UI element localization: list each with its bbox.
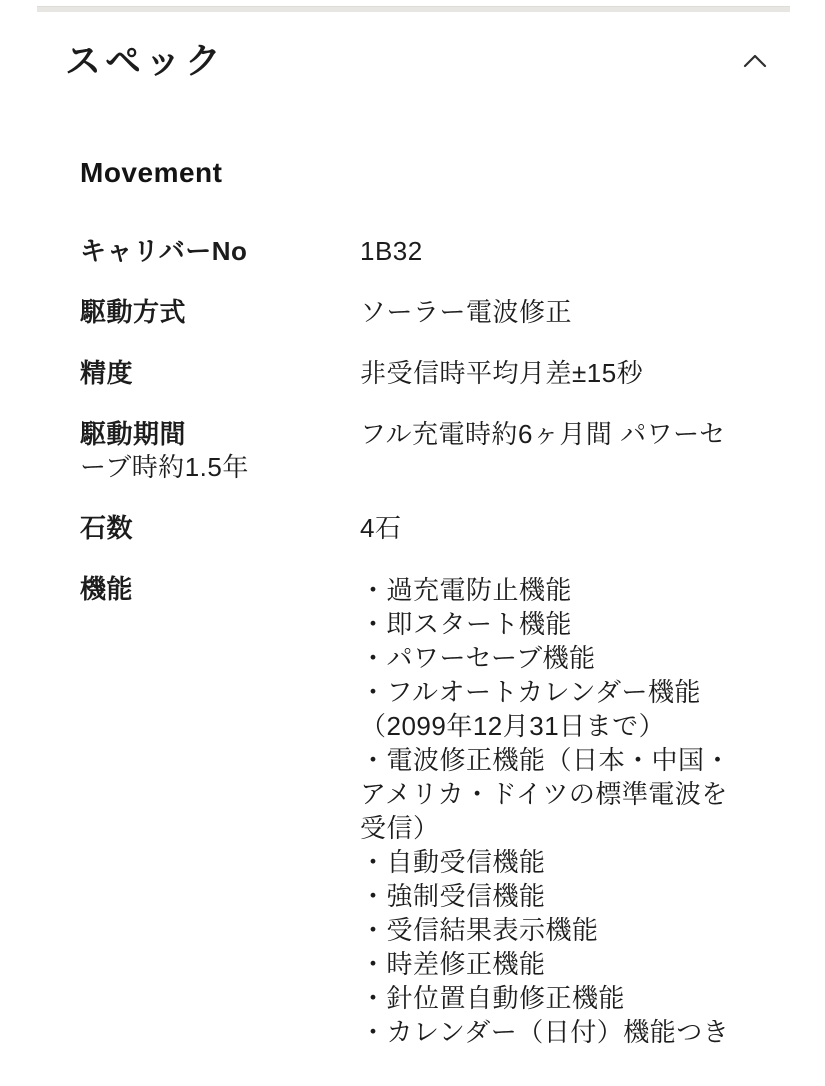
- spec-value: ソーラー電波修正: [360, 297, 573, 327]
- spec-label: 機能: [80, 574, 134, 604]
- feature-item: ・電波修正機能（日本・中国・アメリカ・ドイツの標準電波を受信）: [360, 745, 732, 843]
- feature-item: ・過充電防止機能: [360, 575, 573, 605]
- chevron-up-icon[interactable]: [742, 52, 768, 70]
- feature-item: ・パワーセーブ機能: [360, 643, 596, 673]
- spec-label: 精度: [80, 358, 134, 388]
- section-title: スペック: [65, 40, 226, 81]
- spec-row-jewels: [80, 512, 745, 545]
- spec-accordion-header[interactable]: [65, 39, 768, 83]
- spec-label: 駆動期間: [80, 419, 187, 449]
- spec-value: 非受信時平均月差±15秒: [360, 358, 644, 388]
- feature-item: ・時差修正機能: [360, 949, 546, 979]
- feature-item: ・即スタート機能: [360, 609, 573, 639]
- section-top-divider: [37, 6, 790, 12]
- feature-list: [360, 573, 745, 1049]
- spec-value: 4石: [360, 513, 402, 543]
- spec-row-drive-method: [80, 296, 745, 329]
- spec-row-functions: [80, 573, 745, 1049]
- feature-item: ・自動受信機能: [360, 847, 546, 877]
- spec-label: 駆動方式: [80, 297, 187, 327]
- spec-value: 1B32: [360, 236, 423, 266]
- spec-label: 石数: [80, 513, 134, 543]
- movement-heading: Movement: [80, 157, 223, 188]
- spec-table: [80, 235, 745, 1049]
- feature-item: ・受信結果表示機能: [360, 915, 599, 945]
- feature-item: ・強制受信機能: [360, 881, 546, 911]
- feature-item: ・カレンダー（日付）機能つき: [360, 1017, 730, 1047]
- spec-row-accuracy: [80, 357, 745, 390]
- spec-value: フル充電時約6ヶ月間 パワーセーブ時約1.5年: [80, 419, 726, 482]
- feature-item: ・フルオートカレンダー機能（2099年12月31日まで）: [360, 677, 701, 741]
- spec-row-drive-period: [80, 418, 745, 484]
- spec-label: キャリバーNo: [80, 236, 248, 266]
- feature-item: ・針位置自動修正機能: [360, 983, 626, 1013]
- spec-row-caliber-no: [80, 235, 745, 268]
